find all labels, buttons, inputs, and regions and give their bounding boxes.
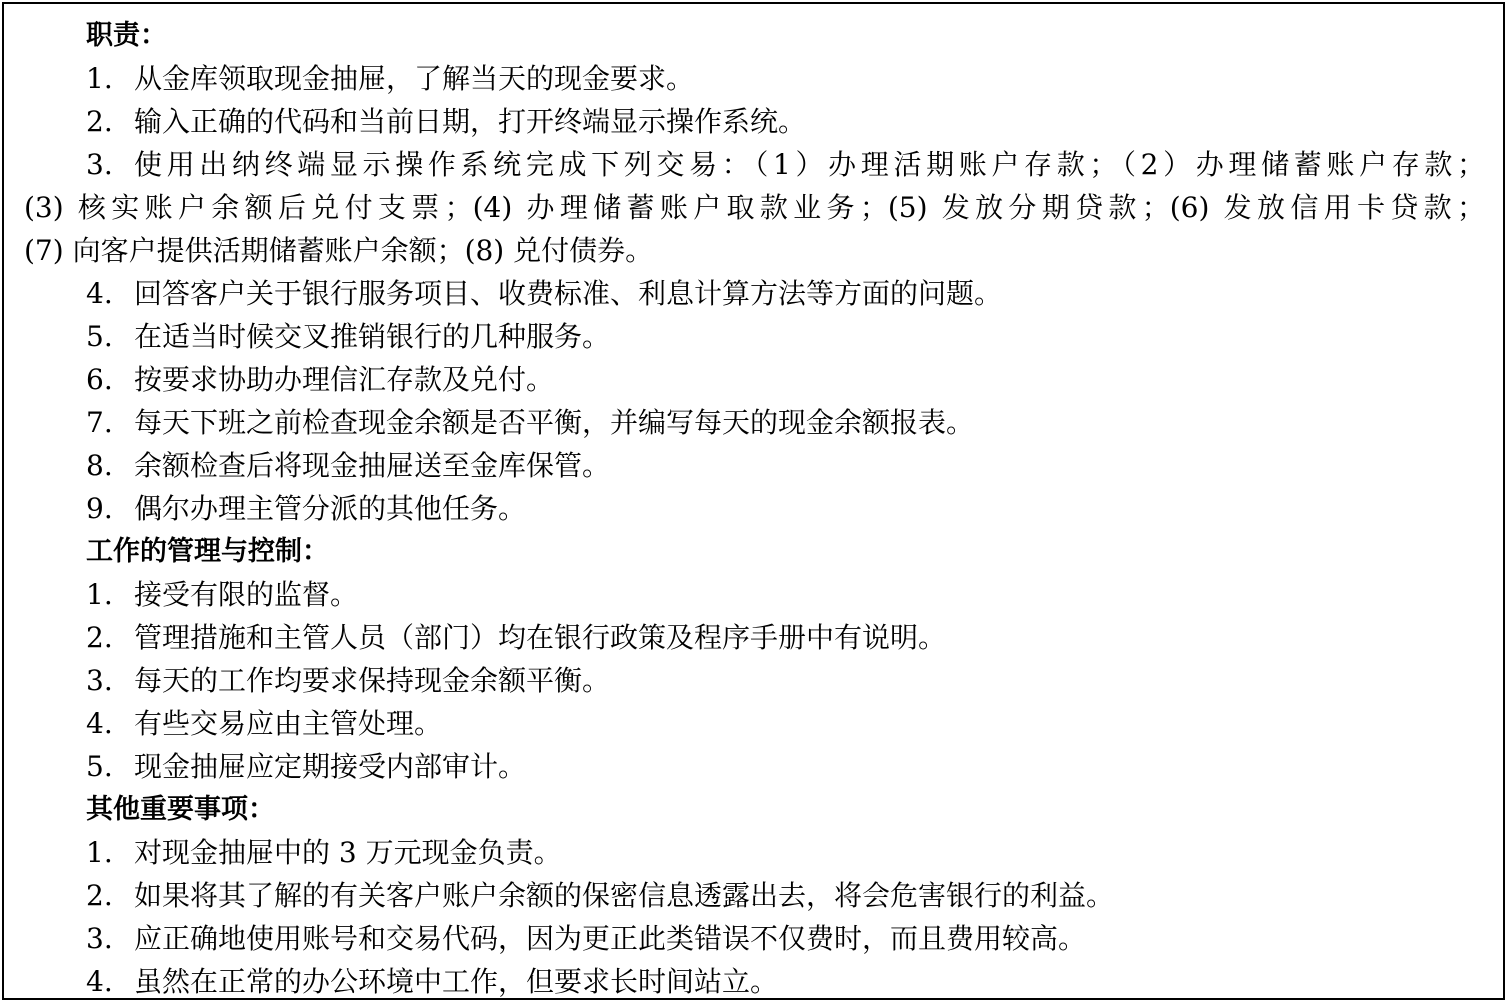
management-item-2 — [4, 616, 1507, 659]
item-number: 9. — [86, 492, 113, 525]
item-number: 3. — [86, 148, 113, 181]
item-number: 5. — [86, 750, 113, 783]
duty-item-4 — [4, 272, 1507, 315]
other-item-4 — [4, 960, 1507, 1003]
duty-item-3-continuation-2: (7) 向客户提供活期储蓄账户余额；(8) 兑付债券。 — [24, 234, 654, 267]
item-text: 接受有限的监督。 — [134, 578, 359, 611]
duty-item-7 — [4, 401, 1507, 444]
other-item-3 — [4, 917, 1507, 960]
management-item-5 — [4, 745, 1507, 788]
item-number: 3. — [86, 922, 113, 955]
item-text: 输入正确的代码和当前日期，打开终端显示操作系统。 — [134, 105, 807, 138]
item-number: 1. — [86, 836, 113, 869]
item-number: 2. — [86, 621, 113, 654]
item-text: 有些交易应由主管处理。 — [134, 707, 443, 740]
document-body — [4, 14, 1507, 1003]
item-text: 每天下班之前检查现金余额是否平衡，并编写每天的现金余额报表。 — [134, 406, 975, 439]
item-text: 偶尔办理主管分派的其他任务。 — [134, 492, 527, 525]
item-number: 6. — [86, 363, 113, 396]
section-heading-management: 工作的管理与控制： — [86, 536, 329, 567]
item-text: 从金库领取现金抽屉，了解当天的现金要求。 — [134, 62, 695, 95]
item-text: 使用出纳终端显示操作系统完成下列交易：（1）办理活期账户存款；（2）办理储蓄账户存款； — [134, 148, 1485, 181]
document-frame — [2, 2, 1505, 1000]
duty-item-6 — [4, 358, 1507, 401]
duty-item-2 — [4, 100, 1507, 143]
item-number: 1. — [86, 578, 113, 611]
duty-item-3 — [4, 143, 1507, 186]
item-text: 虽然在正常的办公环境中工作，但要求长时间站立。 — [134, 965, 779, 998]
duty-item-3-continuation-1: (3) 核实账户余额后兑付支票；(4) 办理储蓄账户取款业务；(5) 发放分期贷款；(6) 发放信用卡贷款； — [24, 191, 1485, 224]
duty-item-5 — [4, 315, 1507, 358]
section-heading-duties: 职责： — [86, 20, 167, 51]
management-item-4 — [4, 702, 1507, 745]
management-item-3 — [4, 659, 1507, 702]
item-number: 1. — [86, 62, 113, 95]
other-item-2 — [4, 874, 1507, 917]
duty-item-1 — [4, 57, 1507, 100]
item-number: 3. — [86, 664, 113, 697]
duty-item-8 — [4, 444, 1507, 487]
item-number: 5. — [86, 320, 113, 353]
item-text: 余额检查后将现金抽屉送至金库保管。 — [134, 449, 611, 482]
item-text: 现金抽屉应定期接受内部审计。 — [134, 750, 527, 783]
item-number: 4. — [86, 277, 113, 310]
item-text: 在适当时候交叉推销银行的几种服务。 — [134, 320, 611, 353]
management-item-1 — [4, 573, 1507, 616]
item-text: 对现金抽屉中的 3 万元现金负责。 — [134, 836, 562, 869]
item-text: 管理措施和主管人员（部门）均在银行政策及程序手册中有说明。 — [134, 621, 947, 654]
item-text: 按要求协助办理信汇存款及兑付。 — [134, 363, 555, 396]
item-number: 2. — [86, 879, 113, 912]
item-text: 如果将其了解的有关客户账户余额的保密信息透露出去，将会危害银行的利益。 — [134, 879, 1115, 912]
item-number: 4. — [86, 707, 113, 740]
other-item-1 — [4, 831, 1507, 874]
item-number: 8. — [86, 449, 113, 482]
section-heading-other: 其他重要事项： — [86, 794, 275, 825]
item-text: 回答客户关于银行服务项目、收费标准、利息计算方法等方面的问题。 — [134, 277, 1003, 310]
duty-item-9 — [4, 487, 1507, 530]
item-number: 2. — [86, 105, 113, 138]
item-text: 应正确地使用账号和交易代码，因为更正此类错误不仅费时，而且费用较高。 — [134, 922, 1087, 955]
item-number: 4. — [86, 965, 113, 998]
item-number: 7. — [86, 406, 113, 439]
item-text: 每天的工作均要求保持现金余额平衡。 — [134, 664, 611, 697]
